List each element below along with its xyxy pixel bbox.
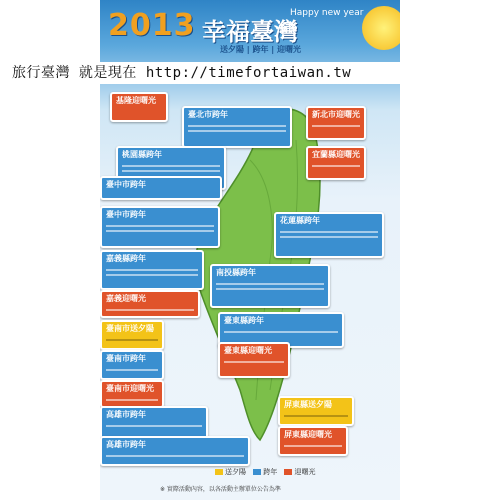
event-box-taichung-nye-2: [100, 206, 220, 248]
event-box-tainan-sunset: [100, 320, 164, 350]
poster-year: 2013: [108, 8, 196, 43]
blog-banner: 旅行臺灣 就是現在 http://timefortaiwan.tw: [0, 62, 500, 84]
event-title: 臺中市跨年: [106, 210, 146, 219]
event-title: 臺南市跨年: [106, 354, 146, 363]
event-box-pingtung-dawn: [278, 426, 348, 456]
event-title: 高雄市跨年: [106, 440, 146, 449]
event-title: 基隆迎曙光: [116, 96, 156, 105]
event-title: 花蓮縣跨年: [280, 216, 320, 225]
legend-label-dawn: 迎曙光: [294, 468, 316, 476]
event-title: 臺南市迎曙光: [106, 384, 154, 393]
legend-swatch-nye: [253, 469, 261, 475]
event-box-yilan-dawn: [306, 146, 366, 180]
event-title: 屏東縣迎曙光: [284, 430, 332, 439]
event-box-chiayi-dawn: [100, 290, 200, 318]
event-title: 南投縣跨年: [216, 268, 256, 277]
event-box-tainan-nye: [100, 350, 164, 380]
event-box-taipei-nye: [182, 106, 292, 148]
event-box-nantou-nye: [210, 264, 330, 308]
event-box-hualien-nye: [274, 212, 384, 258]
legend: [210, 467, 315, 477]
poster-subtitle: 送夕陽 | 跨年 | 迎曙光: [220, 45, 301, 54]
event-box-pingtung-sunset: [278, 396, 354, 426]
event-title: 臺南市送夕陽: [106, 324, 154, 333]
legend-swatch-sunset: [215, 469, 223, 475]
legend-label-sunset: 送夕陽: [225, 468, 246, 476]
event-box-newtaipei-dawn: [306, 106, 366, 140]
event-box-keelung-dawn: [110, 92, 168, 122]
event-title: 臺北市跨年: [188, 110, 228, 119]
event-box-taichung-nye-1: [100, 176, 222, 200]
event-title: 嘉義迎曙光: [106, 294, 146, 303]
event-title: 新北市迎曙光: [312, 110, 360, 119]
event-title: 臺東縣跨年: [224, 316, 264, 325]
event-box-tainan-dawn: [100, 380, 164, 408]
event-title: 桃園縣跨年: [122, 150, 162, 159]
event-title: 臺東縣迎曙光: [224, 346, 272, 355]
event-box-taitung-dawn: [218, 342, 290, 378]
event-title: 嘉義縣跨年: [106, 254, 146, 263]
footnote: ※ 實際活動內容，以各活動主辦單位公告為準: [160, 486, 281, 493]
event-title: 高雄市跨年: [106, 410, 146, 419]
event-box-kaohsiung-nye-2: [100, 436, 250, 466]
legend-label-nye: 跨年: [263, 468, 278, 476]
event-box-chiayi-nye: [100, 250, 204, 290]
legend-swatch-dawn: [284, 469, 292, 475]
event-title: 臺中市跨年: [106, 180, 146, 189]
event-title: 屏東縣送夕陽: [284, 400, 332, 409]
event-box-kaohsiung-nye-1: [100, 406, 208, 440]
event-title: 宜蘭縣迎曙光: [312, 150, 360, 159]
poster-title: 幸福臺灣: [202, 18, 298, 46]
english-slogan: Happy new year: [290, 8, 364, 18]
